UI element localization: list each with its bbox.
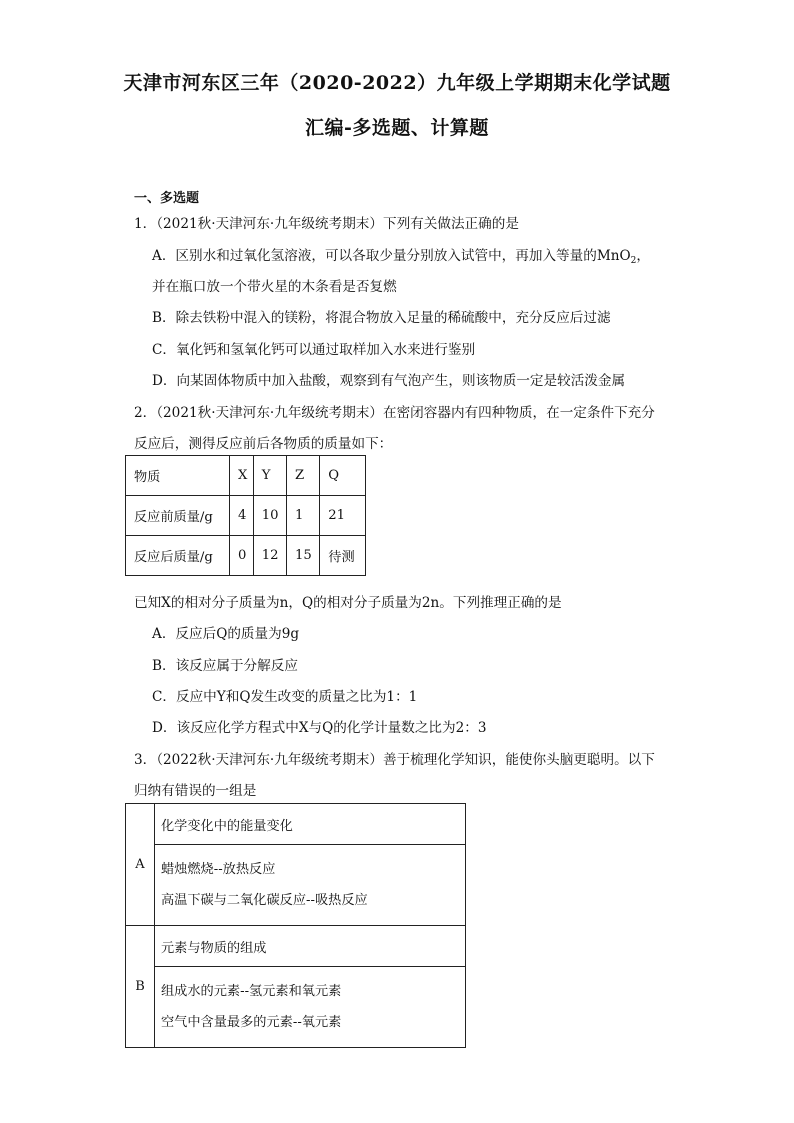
- table-cell: 10: [253, 496, 286, 536]
- row-label: A: [126, 804, 155, 926]
- document-title-line2: 汇编-多选题、计算题: [305, 117, 489, 139]
- mass-table: [125, 455, 366, 576]
- table-cell: Z: [287, 456, 320, 496]
- group-line: 蜡烛燃烧--放热反应: [161, 862, 276, 877]
- q2-option-b: B．该反应属于分解反应: [152, 658, 298, 674]
- table-cell: 反应后质量/g: [126, 536, 230, 576]
- q1-option-b: B．除去铁粉中混入的镁粉，将混合物放入足量的稀硫酸中，充分反应后过滤: [152, 310, 611, 326]
- q1-option-c: C．氧化钙和氢氧化钙可以通过取样加入水来进行鉴别: [152, 342, 476, 358]
- q1-option-d: D．向某固体物质中加入盐酸，观察到有气泡产生，则该物质一定是较活泼金属: [152, 373, 626, 389]
- table-cell: 21: [320, 496, 366, 536]
- table-cell: 物质: [126, 456, 230, 496]
- table-cell: 0: [230, 536, 254, 576]
- table-cell: 待测: [320, 536, 366, 576]
- group-body: [155, 967, 466, 1048]
- q3-stem-line2: 归纳有错误的一组是: [134, 783, 257, 799]
- q1-stem: 1．（2021秋·天津河东·九年级统考期末）下列有关做法正确的是: [134, 216, 519, 232]
- table-cell: X: [230, 456, 254, 496]
- group-heading: 化学变化中的能量变化: [155, 804, 466, 845]
- group-line: 组成水的元素--氢元素和氧元素: [161, 984, 342, 999]
- table-row: [126, 926, 466, 967]
- group-line: 高温下碳与二氧化碳反应--吸热反应: [161, 893, 368, 908]
- group-heading: 元素与物质的组成: [155, 926, 466, 967]
- q2-stem-line1: 2．（2021秋·天津河东·九年级统考期末）在密闭容器内有四种物质，在一定条件下充分: [134, 405, 655, 421]
- q2-option-a: A．反应后Q的质量为9g: [152, 626, 300, 642]
- table-row: [126, 967, 466, 1048]
- table-cell: Y: [253, 456, 286, 496]
- group-body: [155, 845, 466, 926]
- document-title-line1: 天津市河东区三年（2020-2022）九年级上学期期末化学试题: [123, 72, 671, 94]
- group-line: 空气中含量最多的元素--氧元素: [161, 1015, 342, 1030]
- q1-option-a-cont: 并在瓶口放一个带火星的木条看是否复燃: [152, 279, 397, 295]
- table-cell: 12: [253, 536, 286, 576]
- table-row: [126, 496, 366, 536]
- table-cell: 4: [230, 496, 254, 536]
- q2-note: 已知X的相对分子质量为n，Q的相对分子质量为2n。下列推理正确的是: [134, 595, 562, 611]
- table-cell: Q: [320, 456, 366, 496]
- q2-option-d: D．该反应化学方程式中X与Q的化学计量数之比为2：3: [152, 720, 487, 736]
- table-row: [126, 536, 366, 576]
- q3-stem-line1: 3．（2022秋·天津河东·九年级统考期末）善于梳理化学知识，能使你头脑更聪明。以下: [134, 752, 655, 768]
- table-cell: 反应前质量/g: [126, 496, 230, 536]
- row-label: B: [126, 926, 155, 1048]
- table-row: [126, 845, 466, 926]
- q2-stem-line2: 反应后，测得反应前后各物质的质量如下：: [134, 436, 393, 452]
- q1-option-a: A．区别水和过氧化氢溶液，可以各取少量分别放入试管中，再加入等量的MnO$_2$，: [152, 248, 650, 266]
- summary-table: [125, 803, 466, 1048]
- table-cell: 1: [287, 496, 320, 536]
- q2-option-c: C．反应中Y和Q发生改变的质量之比为1：1: [152, 689, 418, 705]
- section-heading: 一、多选题: [134, 191, 200, 206]
- mass-table-header: [126, 456, 366, 496]
- table-row: [126, 804, 466, 845]
- table-cell: 15: [287, 536, 320, 576]
